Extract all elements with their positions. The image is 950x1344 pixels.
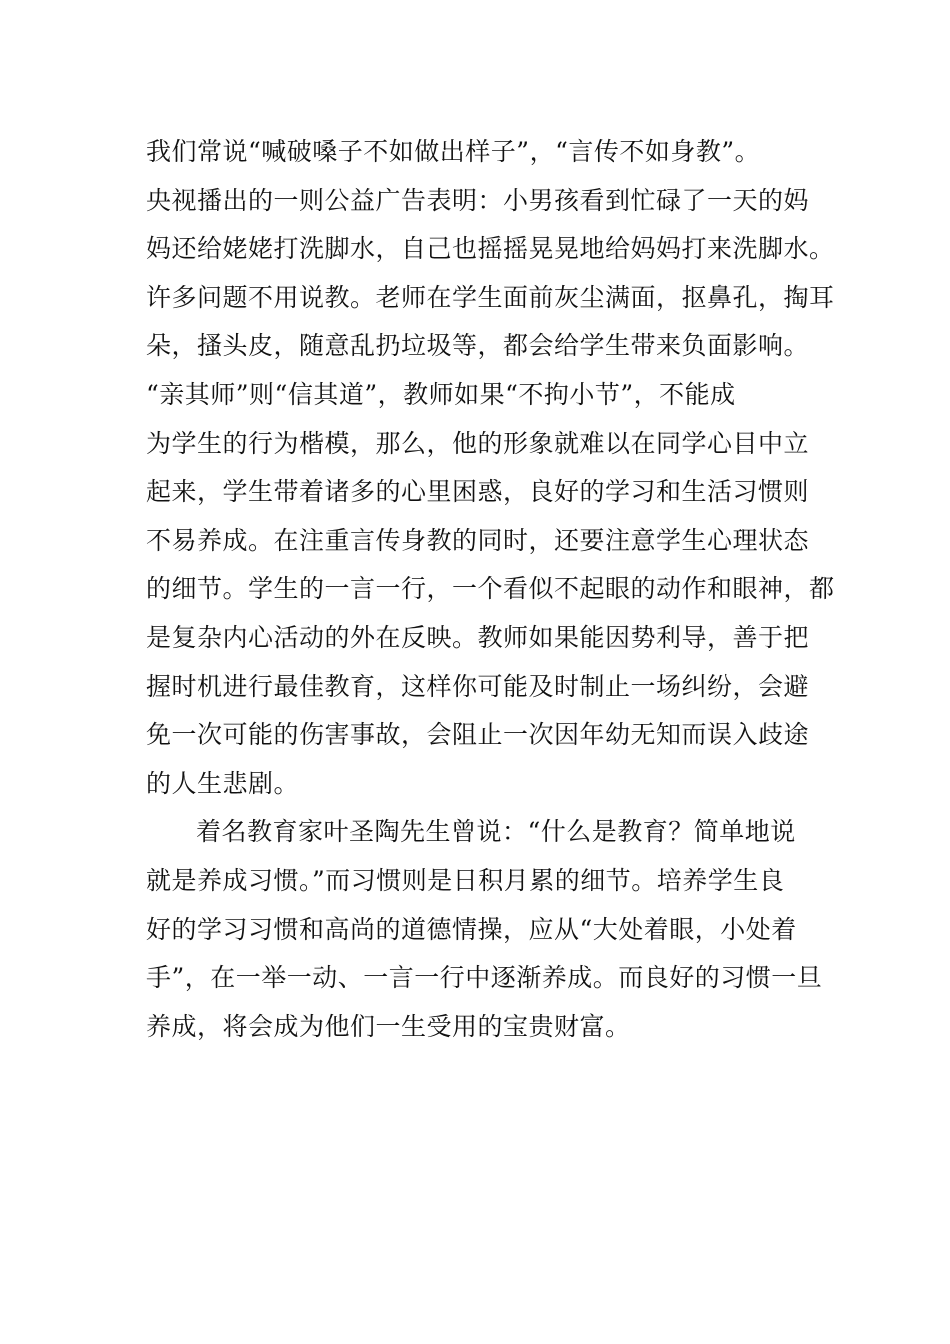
text-line: 握时机进行最佳教育，这样你可能及时制止一场纠纷，会避 bbox=[146, 671, 810, 701]
text-line: 妈还给姥姥打洗脚水，自己也摇摇晃晃地给妈妈打来洗脚水。 bbox=[146, 234, 835, 264]
text-line: 免一次可能的伤害事故，会阻止一次因年幼无知而误入歧途 bbox=[146, 720, 810, 750]
text-line: 的人生悲剧。 bbox=[146, 768, 300, 798]
text-line: 着名教育家叶圣陶先生曾说：“什么是教育？简单地说 bbox=[196, 817, 796, 847]
text-line: “亲其师”则“信其道”，教师如果“不拘小节”，不能成 bbox=[146, 379, 736, 409]
text-line: 好的学习习惯和高尚的道德情操，应从“大处着眼，小处着 bbox=[146, 914, 797, 944]
text-line: 手”，在一举一动、一言一行中逐渐养成。而良好的习惯一旦 bbox=[146, 963, 823, 993]
text-line: 央视播出的一则公益广告表明：小男孩看到忙碌了一天的妈 bbox=[146, 185, 810, 215]
text-line: 就是养成习惯。”而习惯则是日积月累的细节。培养学生良 bbox=[146, 865, 785, 895]
text-line: 起来，学生带着诸多的心里困惑，良好的学习和生活习惯则 bbox=[146, 477, 810, 507]
text-line: 养成，将会成为他们一生受用的宝贵财富。 bbox=[146, 1011, 631, 1041]
text-line: 是复杂内心活动的外在反映。教师如果能因势利导，善于把 bbox=[146, 622, 810, 652]
paragraph-1 bbox=[146, 128, 835, 808]
text-line: 为学生的行为楷模，那么，他的形象就难以在同学心目中立 bbox=[146, 428, 810, 458]
text-line: 的细节。学生的一言一行，一个看似不起眼的动作和眼神，都 bbox=[146, 574, 835, 604]
text-line: 我们常说“喊破嗓子不如做出样子”，“言传不如身教”。 bbox=[146, 137, 761, 166]
text-line: 不易养成。在注重言传身教的同时，还要注意学生心理状态 bbox=[146, 525, 810, 555]
text-line: 朵，搔头皮，随意乱扔垃圾等，都会给学生带来负面影响。 bbox=[146, 331, 810, 361]
paragraph-2 bbox=[146, 808, 826, 1051]
body-text bbox=[146, 128, 835, 1051]
text-line: 许多问题不用说教。老师在学生面前灰尘满面，抠鼻孔，掏耳 bbox=[146, 282, 835, 312]
